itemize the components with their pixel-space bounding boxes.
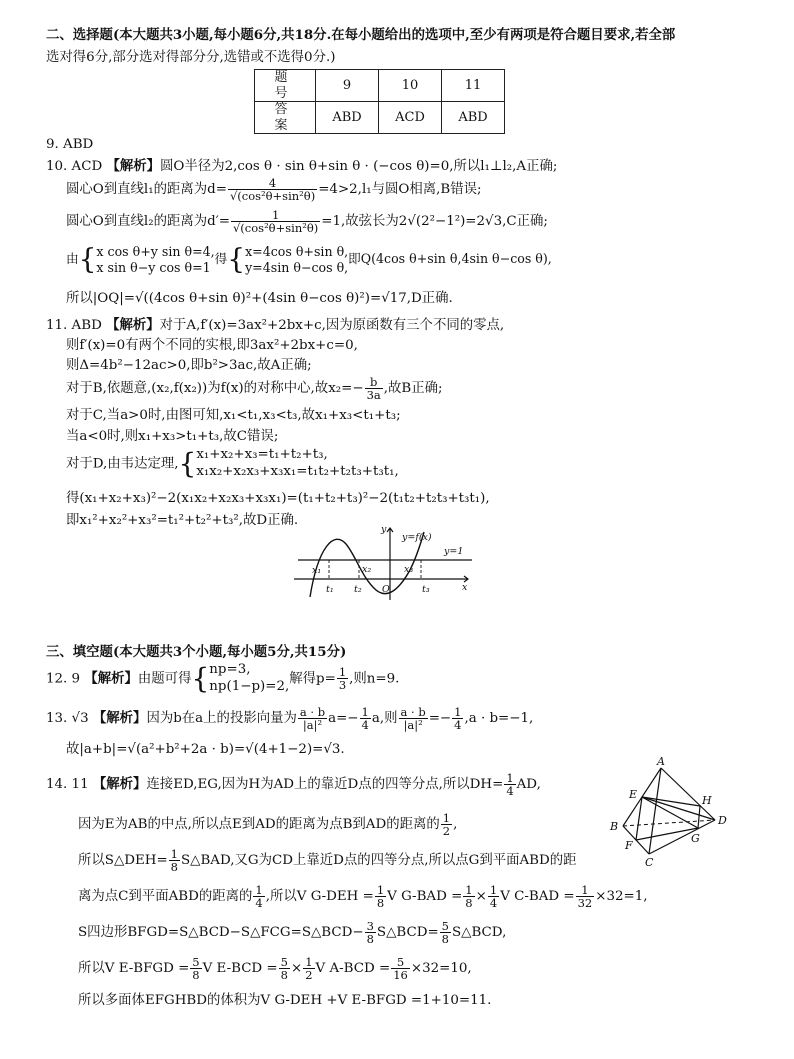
vertex-b-label: B <box>610 820 619 833</box>
q14-line7: 所以多面体EFGHBD的体积为V G-DEH +V E-BFGD =1+10=11. <box>78 993 492 1008</box>
section3-header: 三、填空题(本大题共3个小题,每小题5分,共15分) <box>46 644 347 660</box>
q10-line5: 所以|OQ|=√((4cos θ+sin θ)²+(4sin θ−cos θ)²)=√17,D正确. <box>66 291 453 306</box>
q14-line4: 离为点C到平面ABD的距离的 $\frac{1}{4}$ ,所以V G-DEH = $\frac{1}{8}$ V G-BAD = $\frac{1}{8}$ × $\frac{1}{4}$ V C-BAD = $\frac{1}{32}$ ×32=1, <box>78 883 648 911</box>
graph-x2-label: x₂ <box>362 564 372 575</box>
table-cell: 10 <box>379 70 442 102</box>
table-header-number: 题 号 <box>255 70 316 102</box>
q14-line6: 所以V E-BFGD = $\frac{5}{8}$ V E-BCD = $\frac{5}{8}$ × $\frac{1}{2}$ V A-BCD = $\frac{5}{16}$ ×32=10, <box>78 955 472 983</box>
q11-line3: 则Δ=4b²−12ac>0,即b²>3ac,故A正确; <box>66 358 312 373</box>
q13-line2: 故|a+b|=√(a²+b²+2a · b)=√(4+1−2)=√3. <box>66 742 345 757</box>
graph-x1-label: x₁ <box>312 565 322 576</box>
q11-line8: 得(x₁+x₂+x₃)²−2(x₁x₂+x₂x₃+x₃x₁)=(t₁+t₂+t₃)²−2(t₁t₂+t₂t₃+t₃t₁), <box>66 491 490 506</box>
table-header-answer: 答 案 <box>255 102 316 134</box>
graph-x3-label: x₃ <box>404 564 414 575</box>
table-cell: ACD <box>379 102 442 134</box>
section2-header-cont: 选对得6分,部分选对得部分分,选错或不选得0分.) <box>46 50 336 65</box>
q13-line1: 13. √3 【解析】因为b在a上的投影向量为 $\frac{a \cdot b}{\text{|a|²}}$ a=− $\frac{1}{4}$ a,则 $\frac{a \cdot b}{\text{|a|²}}$ =− $\frac{1}{4}$ ,a · b=−1, <box>46 705 534 733</box>
cubic-function-graph <box>288 522 478 602</box>
q12-line: 12. 9 【解析】由题可得{np=3, np(1−p)=2,解得p= $\frac{1}{3}$ ,则n=9. <box>46 661 400 695</box>
vertex-d-label: D <box>718 814 727 827</box>
q11-line1: 11. ABD 【解析】对于A,f′(x)=3ax²+2bx+c,因为原函数有三个不同的零点, <box>46 317 505 333</box>
table-cell: 11 <box>442 70 505 102</box>
q11-line9: 即x₁²+x₂²+x₃²=t₁²+t₂²+t₃²,故D正确. <box>66 513 299 528</box>
q10-line4: 由{x cos θ+y sin θ=4, x sin θ−y cos θ=1得{x=4cos θ+sin θ, y=4sin θ−cos θ,即Q(4cos θ+sin θ,4sin θ−cos θ), <box>66 242 552 276</box>
q9-answer: 9. ABD <box>46 137 94 152</box>
vertex-e-label: E <box>629 788 638 801</box>
tetrahedron-figure <box>605 756 735 868</box>
section2-header: 二、选择题(本大题共3小题,每小题6分,共18分.在每小题给出的选项中,至少有两项是符合题目要求,若全部 <box>46 27 676 43</box>
q11-line7: 对于D,由韦达定理,{x₁+x₂+x₃=t₁+t₂+t₃, x₁x₂+x₂x₃+x₃x₁=t₁t₂+t₂t₃+t₃t₁, <box>66 446 399 480</box>
graph-y1-label: y=1 <box>444 546 464 557</box>
q14-line5: S四边形BFGD=S△BCD−S△FCG=S△BCD− $\frac{3}{8}$ S△BCD= $\frac{5}{8}$ S△BCD, <box>78 919 507 947</box>
vertex-g-label: G <box>691 832 700 845</box>
graph-fx-label: y=f(x) <box>402 532 432 543</box>
q11-line4: 对于B,依题意,(x₂,f(x₂))为f(x)的对称中心,故x₂=− $\frac{b}{3a}$ ,故B正确; <box>66 375 443 403</box>
q10-line3: 圆心O到直线l₂的距离为d′= $\frac{1}{\text{√(cos²θ+sin²θ)}}$ =1,故弦长为2√(2²−1²)=2√3,C正确; <box>66 208 548 236</box>
table-cell: 9 <box>316 70 379 102</box>
table-cell: ABD <box>442 102 505 134</box>
q14-line3: 所以S△DEH= $\frac{1}{8}$ S△BAD,又G为CD上靠近D点的四等分点,所以点G到平面ABD的距 <box>78 847 577 875</box>
graph-x-axis-label: x <box>462 582 468 593</box>
graph-t2-label: t₂ <box>354 584 362 595</box>
vertex-h-label: H <box>702 794 712 807</box>
table-cell: ABD <box>316 102 379 134</box>
q11-line5: 对于C,当a>0时,由图可知,x₁<t₁,x₃<t₃,故x₁+x₃<t₁+t₃; <box>66 408 401 423</box>
vertex-a-label: A <box>657 756 665 768</box>
vertex-f-label: F <box>625 839 633 852</box>
graph-t1-label: t₁ <box>326 584 334 595</box>
answer-table <box>254 69 505 134</box>
q10-line1: 10. ACD 【解析】圆O半径为2,cos θ · sin θ+sin θ · (−cos θ)=0,所以l₁⊥l₂,A正确; <box>46 158 558 174</box>
graph-t3-label: t₃ <box>422 584 430 595</box>
graph-origin-label: O <box>382 584 390 595</box>
q11-line2: 则f′(x)=0有两个不同的实根,即3ax²+2bx+c=0, <box>66 338 358 353</box>
q11-line6: 当a<0时,则x₁+x₃>t₁+t₃,故C错误; <box>66 429 279 444</box>
q10-line2: 圆心O到直线l₁的距离为d= $\frac{4}{\text{√(cos²θ+sin²θ)}}$ =4>2,l₁与圆O相离,B错误; <box>66 176 482 204</box>
vertex-c-label: C <box>645 856 654 868</box>
q14-line2: 因为E为AB的中点,所以点E到AD的距离为点B到AD的距离的 $\frac{1}{2}$ , <box>78 811 458 839</box>
graph-y-axis-label: y <box>381 524 387 535</box>
q14-line1: 14. 11 【解析】连接ED,EG,因为H为AD上的靠近D点的四等分点,所以DH= $\frac{1}{4}$ AD, <box>46 771 541 799</box>
